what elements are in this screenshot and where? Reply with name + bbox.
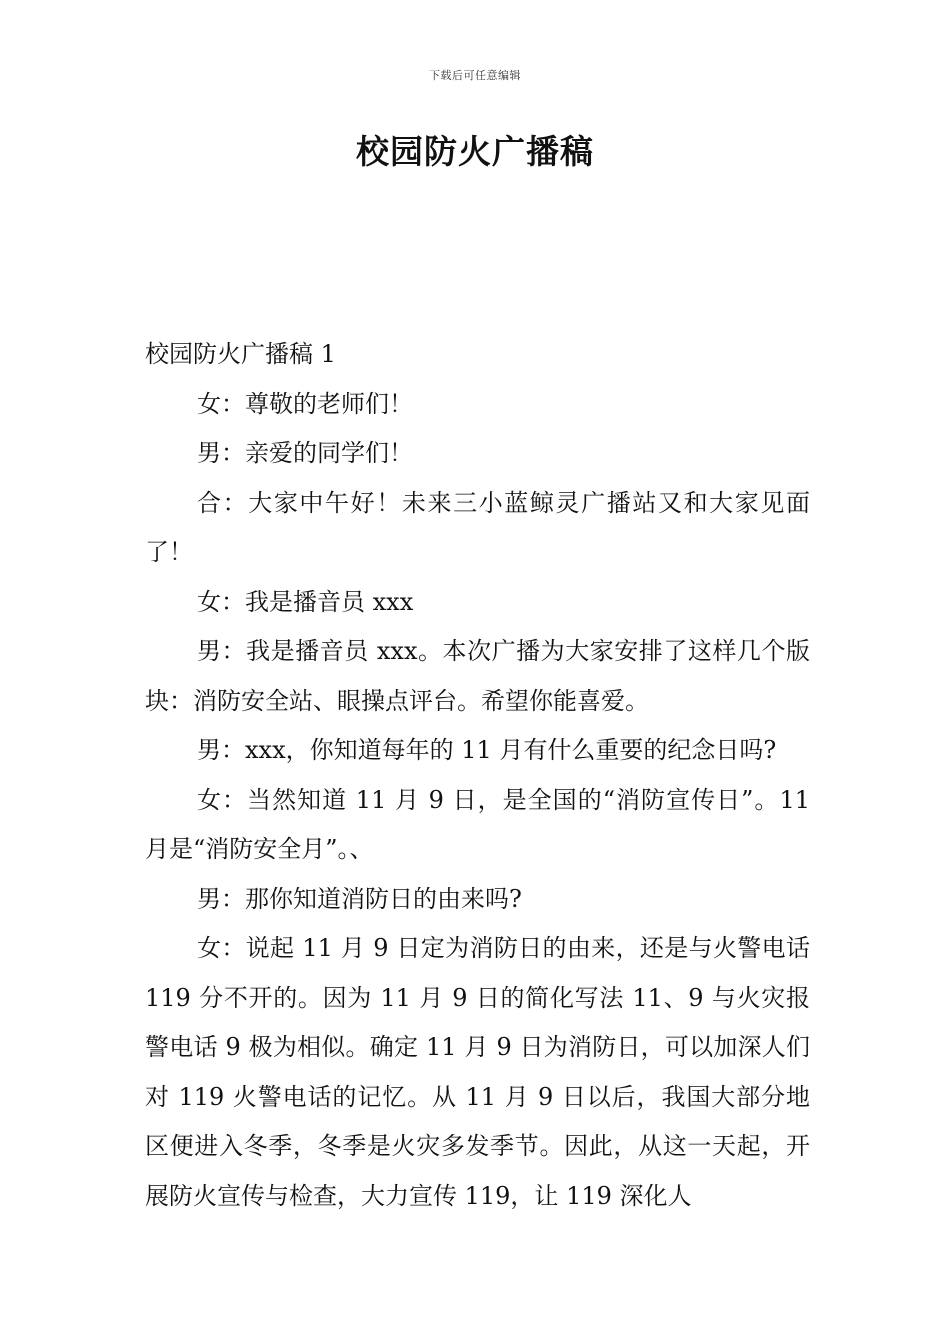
document-body: [145, 330, 810, 1221]
section-heading: 校园防火广播稿 1: [145, 340, 336, 368]
paragraph-female-intro: 女：我是播音员 xxx: [197, 587, 414, 616]
page-header-note: 下载后可任意编辑: [429, 69, 521, 82]
paragraph-male-greeting: 男：亲爱的同学们！: [197, 439, 413, 467]
paragraph-male-origin-question: 男：那你知道消防日的由来吗?: [197, 884, 522, 913]
document-title: 校园防火广播稿: [356, 132, 594, 171]
paragraph-female-greeting: 女：尊敬的老师们！: [197, 389, 413, 418]
paragraph-female-origin-answer: 女：说起 11 月 9 日定为消防日的由来，还是与火警电话 119 分不开的。因为 11 月 9 日的简化写法 11、9 与火灾报警电话 9 极为相似。确定 11 月 9 日为消防日，可以加深人们对 119 火警电话的记忆。从 11 月 9 日以后，我国大部分地区便进入冬季，冬季是火灾多发季节。因此，从这一天起，开展防火宣传与检查，大力宣传 119，让 119 深化人: [145, 934, 810, 1210]
paragraph-male-question: 男：xxx，你知道每年的 11 月有什么重要的纪念日吗?: [197, 736, 777, 764]
paragraph-joint-greeting: 合：大家中午好！未来三小蓝鲸灵广播站又和大家见面了！: [145, 488, 810, 566]
paragraph-male-intro: 男：我是播音员 xxx。本次广播为大家安排了这样几个版块：消防安全站、眼操点评台。希望你能喜爱。: [145, 637, 810, 715]
paragraph-female-answer: 女：当然知道 11 月 9 日，是全国的“消防宣传日”。11 月是“消防安全月”。、: [145, 785, 810, 863]
